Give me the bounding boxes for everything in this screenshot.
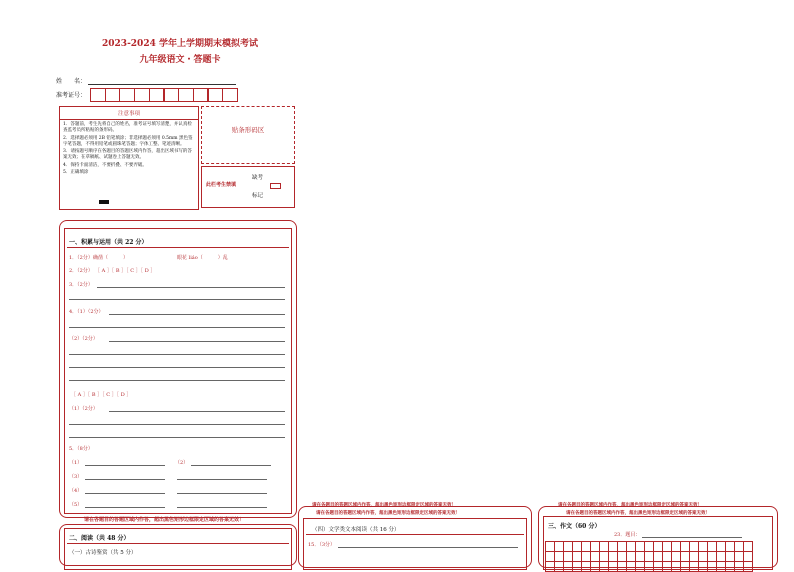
essay-cell[interactable] [744, 552, 753, 562]
essay-cell[interactable] [636, 542, 645, 552]
q2-label: 2．（2分） [69, 268, 93, 274]
notice-box [59, 106, 199, 210]
essay-cell[interactable] [546, 552, 555, 562]
warning-text: 请在各题目的答题区域内作答，超出黑色矩形边框限定区域的答案无效！ [84, 517, 245, 523]
absent-box [201, 166, 295, 208]
q3-label: 3．（2分） [69, 282, 93, 288]
essay-cell[interactable] [726, 542, 735, 552]
essay-cell[interactable] [555, 562, 564, 572]
essay-cell[interactable] [600, 542, 609, 552]
absent-checkbox[interactable] [270, 183, 281, 189]
q1-label: 1．（2分） [69, 255, 93, 261]
essay-cell[interactable] [699, 552, 708, 562]
options-row-2[interactable]: ［ A ］［ B ］［ C ］［ D ］ [71, 392, 132, 398]
essay-cell[interactable] [717, 562, 726, 572]
essay-cell[interactable] [564, 562, 573, 572]
section2-sub: （一）古诗鉴赏（共 5 分） [69, 550, 137, 556]
essay-cell[interactable] [735, 552, 744, 562]
warning-text-right: 请在各题目的答题区域内作答，超出黑色矩形边框限定区域的答案无效！ [558, 503, 702, 508]
essay-cell[interactable] [627, 542, 636, 552]
essay-cell[interactable] [708, 562, 717, 572]
notice-item: 3．请按题号顺序在各题目的答题区域内作答，超出区域书写的答案无效；在草稿纸、试题卷上答题无效。 [63, 149, 192, 161]
section3-title: 三、作文（60 分） [548, 523, 601, 530]
essay-cell[interactable] [591, 542, 600, 552]
essay-cell[interactable] [681, 542, 690, 552]
warning-text-mid: 请在各题目的答题区域内作答，超出黑色矩形边框限定区域的答案无效！ [312, 503, 456, 508]
essay-cell[interactable] [699, 542, 708, 552]
essay-cell[interactable] [654, 542, 663, 552]
essay-cell[interactable] [645, 562, 654, 572]
essay-cell[interactable] [627, 552, 636, 562]
absent-line2: 标记 [252, 193, 264, 199]
essay-cell[interactable] [744, 542, 753, 552]
name-field[interactable] [88, 84, 236, 85]
essay-cell[interactable] [672, 562, 681, 572]
essay-cell[interactable] [582, 552, 591, 562]
mid-divider [306, 534, 524, 535]
answer-line[interactable] [338, 547, 518, 548]
section1-divider [67, 247, 289, 248]
id-digit-box[interactable] [164, 88, 180, 102]
q4-1-label: 4．（1）（2分） [69, 309, 104, 315]
essay-cell[interactable] [591, 552, 600, 562]
essay-cell[interactable] [618, 552, 627, 562]
essay-cell[interactable] [645, 552, 654, 562]
essay-cell[interactable] [690, 552, 699, 562]
essay-cell[interactable] [636, 562, 645, 572]
id-digit-box[interactable] [134, 88, 150, 102]
answer-line[interactable] [69, 380, 285, 381]
answer-line[interactable] [177, 479, 267, 480]
id-digit-box[interactable] [149, 88, 165, 102]
section2-title: 二、阅读（共 48 分） [69, 535, 130, 542]
barcode-area [201, 106, 295, 164]
id-boxes[interactable] [90, 88, 238, 100]
q23-label: 23．题目： [614, 532, 641, 538]
answer-line[interactable] [69, 437, 285, 438]
name-label: 姓 名： [56, 78, 87, 85]
notice-item: 4．保持卡面清洁，不要折叠、不要弄破。 [63, 162, 147, 168]
notice-list [60, 120, 198, 179]
answer-line[interactable] [69, 367, 285, 368]
essay-cell[interactable] [609, 542, 618, 552]
notice-item: 1．答题前，考生先将自己的姓名，准考证号填写清楚，并认真检查监考员所粘贴的条形码。 [63, 122, 192, 134]
notice-item: 5．正确填涂 [63, 170, 89, 176]
q5-label: 5．（8分） [69, 446, 93, 452]
warning-text-mid2: 请在各题目的答题区域内作答，超出黑色矩形边框限定区域的答案无效！ [316, 511, 460, 516]
notice-title: 注意事项 [117, 111, 140, 117]
id-label: 准考证号： [56, 92, 87, 99]
mid-box [303, 518, 527, 570]
id-digit-box[interactable] [119, 88, 135, 102]
answer-line[interactable] [97, 287, 285, 288]
essay-cell[interactable] [564, 552, 573, 562]
q5-sub2: （2） [175, 460, 189, 466]
section1-title: 一、积累与运用（共 22 分） [69, 239, 148, 246]
essay-cell[interactable] [672, 552, 681, 562]
q1-word1: 确凿（ ） [93, 255, 129, 261]
essay-cell[interactable] [726, 552, 735, 562]
id-digit-box[interactable] [90, 88, 106, 102]
section2-box [64, 528, 292, 570]
essay-cell[interactable] [645, 542, 654, 552]
q5-sub1: （1） [69, 460, 83, 466]
essay-cell[interactable] [681, 562, 690, 572]
essay-grid[interactable] [545, 541, 753, 572]
warning-text-right2: 请在各题目的答题区域内作答，超出黑色矩形边框限定区域的答案无效！ [566, 511, 710, 516]
q2-options[interactable]: ［ A ］［ B ］［ C ］［ D ］ [95, 268, 156, 274]
answer-line[interactable] [69, 327, 285, 328]
answer-line[interactable] [109, 314, 285, 315]
essay-cell[interactable] [699, 562, 708, 572]
essay-cell[interactable] [564, 542, 573, 552]
absent-line1: 缺考 [252, 175, 264, 181]
answer-line[interactable] [109, 341, 285, 342]
essay-cell[interactable] [717, 542, 726, 552]
q5-sub5: （5） [69, 502, 83, 508]
essay-cell[interactable] [654, 562, 663, 572]
essay-cell[interactable] [654, 552, 663, 562]
essay-cell[interactable] [582, 542, 591, 552]
id-digit-box[interactable] [208, 88, 224, 102]
essay-cell[interactable] [582, 562, 591, 572]
essay-cell[interactable] [618, 542, 627, 552]
barcode-label: 贴条形码区 [231, 126, 265, 134]
section1-box [64, 228, 292, 514]
filled-example [99, 200, 109, 204]
essay-cell[interactable] [708, 552, 717, 562]
essay-cell[interactable] [735, 542, 744, 552]
answer-line[interactable] [85, 465, 165, 466]
essay-cell[interactable] [573, 562, 582, 572]
id-digit-box[interactable] [222, 88, 238, 102]
essay-cell[interactable] [735, 562, 744, 572]
answer-line[interactable] [109, 411, 285, 412]
essay-cell[interactable] [546, 562, 555, 572]
answer-line[interactable] [85, 493, 165, 494]
essay-cell[interactable] [573, 542, 582, 552]
essay-cell[interactable] [573, 552, 582, 562]
essay-cell[interactable] [708, 542, 717, 552]
essay-cell[interactable] [591, 562, 600, 572]
essay-cell[interactable] [663, 552, 672, 562]
id-digit-box[interactable] [193, 88, 209, 102]
answer-line[interactable] [69, 424, 285, 425]
essay-title-line[interactable] [642, 537, 742, 538]
essay-cell[interactable] [546, 542, 555, 552]
q1-word2: 眼花 liáo（ ）乱 [177, 255, 228, 261]
essay-cell[interactable] [618, 562, 627, 572]
mid-title: （四）文学类文本阅读（共 16 分） [312, 527, 400, 533]
answer-line[interactable] [177, 507, 267, 508]
answer-line[interactable] [85, 479, 165, 480]
essay-cell[interactable] [717, 552, 726, 562]
essay-cell[interactable] [663, 562, 672, 572]
essay-cell[interactable] [600, 562, 609, 572]
q5-sub3: （3） [69, 474, 83, 480]
essay-cell[interactable] [555, 552, 564, 562]
q-sub-label: （1）（2分） [69, 406, 98, 412]
q4-2-label: （2）（2分） [69, 336, 98, 342]
id-digit-box[interactable] [178, 88, 194, 102]
essay-cell[interactable] [663, 542, 672, 552]
answer-line[interactable] [69, 354, 285, 355]
essay-cell[interactable] [672, 542, 681, 552]
absent-prompt: 此栏考生禁填 [206, 182, 237, 188]
answer-line[interactable] [69, 299, 285, 300]
essay-cell[interactable] [555, 542, 564, 552]
answer-line[interactable] [177, 493, 267, 494]
exam-subtitle: 九年级语文・答题卡 [139, 55, 221, 65]
id-digit-box[interactable] [105, 88, 121, 102]
answer-line[interactable] [191, 465, 271, 466]
q5-sub4: （4） [69, 488, 83, 494]
essay-cell[interactable] [600, 552, 609, 562]
notice-item: 2．选择题必须用 2B 铅笔填涂；非选择题必须用 0.5mm 黑色签字笔答题，不得用铅笔或圆珠笔答题；字体工整、笔迹清晰。 [63, 135, 193, 147]
q15-label: 15．（3分） [308, 542, 336, 548]
essay-cell[interactable] [681, 552, 690, 562]
section2-divider [67, 543, 289, 544]
answer-line[interactable] [85, 507, 165, 508]
essay-cell[interactable] [744, 562, 753, 572]
essay-cell[interactable] [636, 552, 645, 562]
essay-cell[interactable] [690, 562, 699, 572]
essay-cell[interactable] [690, 542, 699, 552]
exam-title: 2023-2024 学年上学期期末模拟考试 [102, 39, 258, 49]
essay-cell[interactable] [609, 552, 618, 562]
essay-cell[interactable] [609, 562, 618, 572]
essay-cell[interactable] [627, 562, 636, 572]
essay-cell[interactable] [726, 562, 735, 572]
